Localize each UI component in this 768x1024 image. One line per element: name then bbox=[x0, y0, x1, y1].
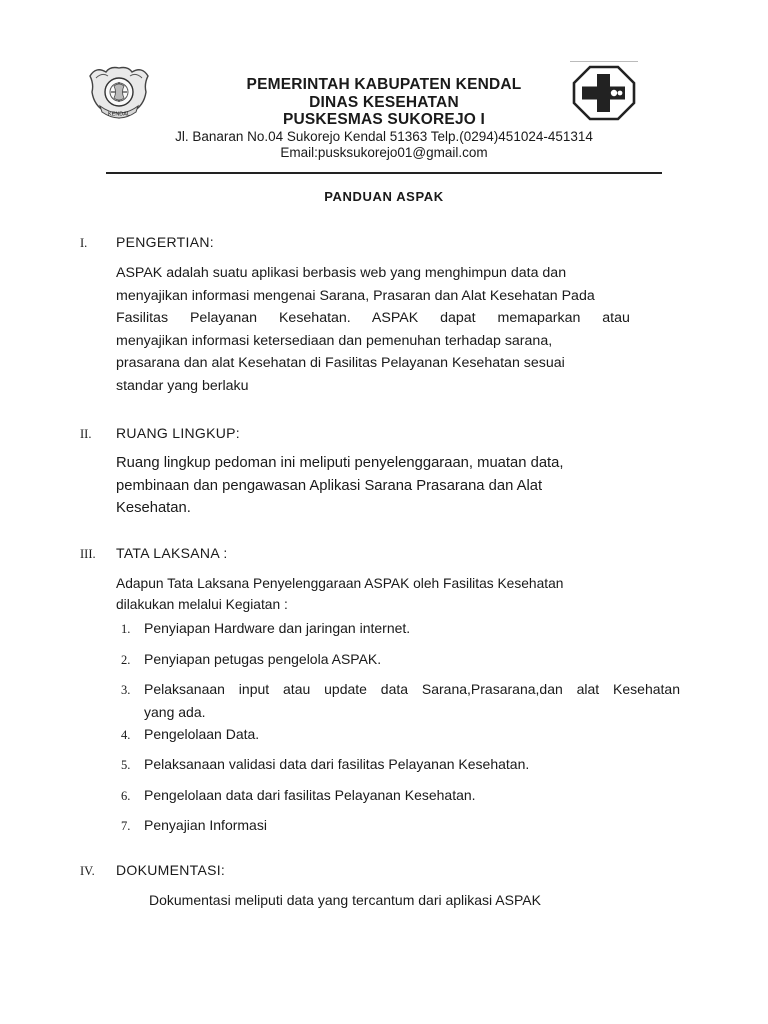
letterhead-email: Email:pusksukorejo01@gmail.com bbox=[280, 145, 488, 160]
paragraph-line: Ruang lingkup pedoman ini meliputi penyelenggaraan, muatan data, bbox=[116, 455, 564, 471]
paragraph-line: prasarana dan alat Kesehatan di Fasilitas Pelayanan Kesehatan sesuai bbox=[116, 355, 565, 372]
section-4-title: DOKUMENTASI: bbox=[116, 862, 226, 878]
crest-label: KENDAL bbox=[107, 111, 131, 118]
paragraph-line: pembinaan dan pengawasan Aplikasi Sarana Prasarana dan Alat bbox=[116, 477, 543, 494]
list-item-continuation: yang ada. bbox=[144, 704, 206, 720]
section-3-title: TATA LAKSANA : bbox=[116, 545, 228, 561]
section-1-number: I. bbox=[80, 236, 88, 250]
section-3-intro bbox=[116, 573, 686, 615]
list-item-number: 4. bbox=[121, 728, 131, 742]
list-item-number: 1. bbox=[121, 622, 131, 636]
paragraph-line: Adapun Tata Laksana Penyelenggaraan ASPAK oleh Fasilitas Kesehatan bbox=[116, 576, 564, 591]
letterhead-puskesmas: PUSKESMAS SUKOREJO I bbox=[282, 111, 486, 128]
section-2-body bbox=[116, 452, 676, 520]
list-item: Penyajian Informasi bbox=[144, 817, 267, 833]
list-item: Pelaksanaan input atau update data Sarana,Prasarana,dan alat Kesehatan bbox=[144, 681, 680, 697]
letterhead-address: Jl. Banaran No.04 Sukorejo Kendal 51363 Telp.(0294)451024-451314 bbox=[175, 129, 593, 144]
paragraph-line: menyajikan informasi mengenai Sarana, Prasaran dan Alat Kesehatan Pada bbox=[116, 287, 595, 304]
list-item-number: 6. bbox=[121, 789, 131, 803]
paragraph-line: menyajikan informasi ketersediaan dan pemenuhan terhadap sarana, bbox=[116, 332, 553, 349]
paragraph-line: Kesehatan. bbox=[116, 500, 191, 517]
section-4-number: IV. bbox=[80, 864, 95, 878]
letterhead-department: DINAS KESEHATAN bbox=[309, 94, 459, 111]
list-item-number: 3. bbox=[121, 683, 131, 697]
section-2-title: RUANG LINGKUP: bbox=[116, 425, 240, 441]
list-item: Penyiapan Hardware dan jaringan internet. bbox=[144, 620, 411, 636]
section-1-body bbox=[116, 262, 686, 398]
section-4-body: Dokumentasi meliputi data yang tercantum dari aplikasi ASPAK bbox=[149, 892, 541, 908]
document-title: PANDUAN ASPAK bbox=[324, 189, 444, 204]
list-item: Pengelolaan data dari fasilitas Pelayanan Kesehatan. bbox=[144, 787, 476, 803]
paragraph-line: standar yang berlaku bbox=[116, 377, 249, 394]
section-2-number: II. bbox=[80, 427, 92, 441]
paragraph-line: dilakukan melalui Kegiatan : bbox=[116, 597, 288, 612]
paragraph-line: ASPAK adalah suatu aplikasi berbasis web yang menghimpun data dan bbox=[116, 265, 567, 281]
list-item: Pengelolaan Data. bbox=[144, 726, 260, 742]
list-item-number: 2. bbox=[121, 653, 131, 667]
paragraph-line: Fasilitas Pelayanan Kesehatan. ASPAK dapat memaparkan atau bbox=[116, 310, 630, 327]
section-1-title: PENGERTIAN: bbox=[116, 234, 214, 250]
list-item-number: 5. bbox=[121, 758, 131, 772]
list-item: Penyiapan petugas pengelola ASPAK. bbox=[144, 651, 382, 667]
list-item: Pelaksanaan validasi data dari fasilitas Pelayanan Kesehatan. bbox=[144, 756, 530, 772]
section-3-number: III. bbox=[80, 547, 96, 561]
letterhead-divider bbox=[106, 172, 662, 174]
list-item-number: 7. bbox=[121, 819, 131, 833]
letterhead-government: PEMERINTAH KABUPATEN KENDAL bbox=[246, 76, 522, 93]
